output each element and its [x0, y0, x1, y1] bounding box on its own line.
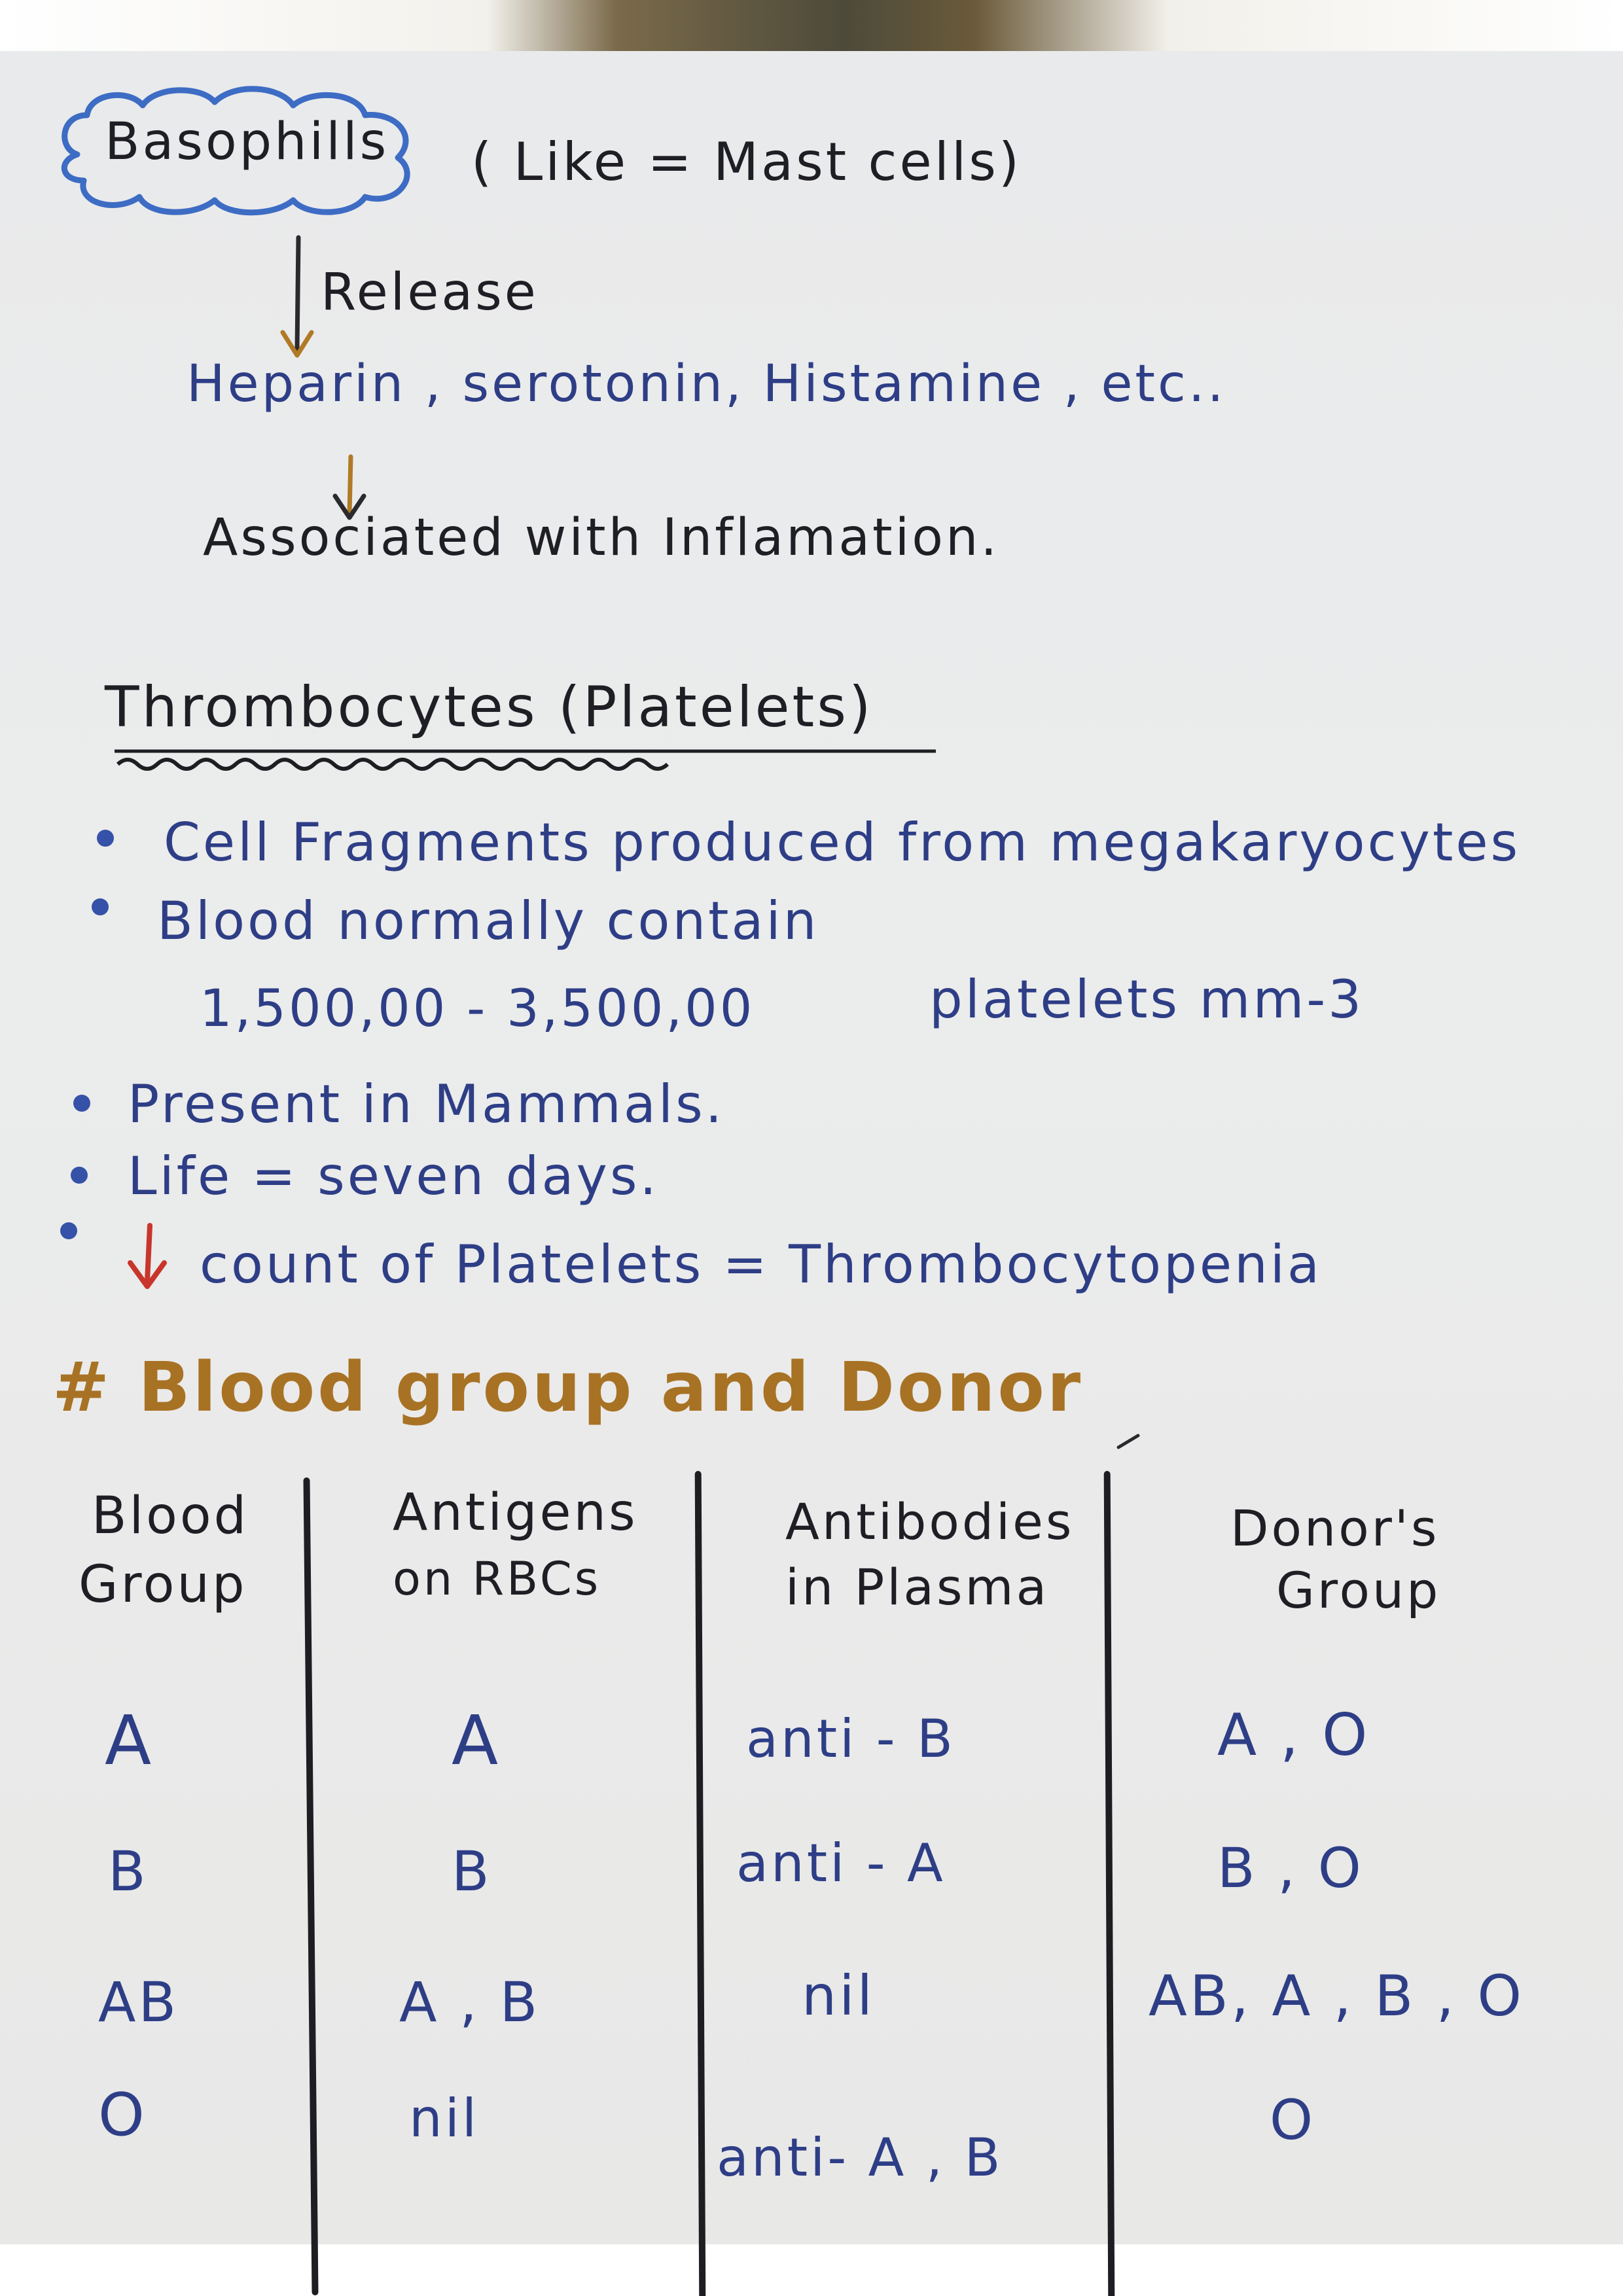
col-header-donor-1: Donor's: [1230, 1499, 1440, 1557]
table-cell: anti - A: [736, 1833, 946, 1894]
wavy-underline-icon: [111, 738, 942, 777]
thrombocyte-bullet-3: Present in Mammals.: [128, 1074, 725, 1135]
col-header-blood-group-2: Group: [79, 1555, 247, 1614]
blood-group-heading: # Blood group and Donor: [52, 1347, 1084, 1427]
table-cell: anti- A , B: [717, 2127, 1003, 2188]
table-cell: AB, A , B , O: [1149, 1964, 1525, 2029]
down-arrow-red-icon: [121, 1222, 173, 1294]
table-cell: A: [105, 1701, 154, 1780]
col-header-antigens-2: on RBCs: [393, 1552, 601, 1606]
col-header-antibodies-2: in Plasma: [785, 1558, 1050, 1616]
table-cell: A: [452, 1701, 501, 1780]
bullet-dot-icon: [60, 1222, 77, 1239]
bullet-dot-icon: [71, 1167, 88, 1184]
col-header-blood-group-1: Blood: [92, 1487, 249, 1545]
release-label: Release: [321, 263, 539, 322]
bullet-dot-icon: [97, 830, 114, 847]
table-cell: B: [108, 1839, 149, 1903]
table-cell: nil: [409, 2088, 480, 2149]
thrombocyte-bullet-5: count of Platelets = Thrombocytopenia: [200, 1234, 1323, 1295]
thrombocyte-bullet-1: Cell Fragments produced from megakaryocytes: [164, 812, 1521, 873]
platelet-count-range: 1,500,00 - 3,500,00: [200, 980, 755, 1038]
table-cell: B: [452, 1839, 492, 1903]
table-background-strip: [0, 0, 1623, 51]
pen-mark-icon: [1116, 1432, 1142, 1451]
table-cell: anti - B: [746, 1708, 955, 1769]
table-cell: A , O: [1217, 1701, 1370, 1769]
table-cell: nil: [802, 1964, 875, 2028]
platelet-count-unit: platelets mm-3: [929, 969, 1364, 1030]
paper-sheet: [0, 51, 1623, 2244]
thrombocytes-heading: Thrombocytes (Platelets): [105, 675, 874, 740]
column-divider: [303, 1477, 318, 2295]
thrombocyte-bullet-2: Blood normally contain: [157, 891, 819, 951]
col-header-antigens-1: Antigens: [393, 1483, 638, 1542]
basophils-note: ( Like = Mast cells): [471, 132, 1022, 192]
col-header-antibodies-1: Antibodies: [785, 1492, 1075, 1551]
basophil-effect: Associated with Inflamation.: [203, 508, 1000, 567]
basophil-products: Heparin , serotonin, Histamine , etc..: [187, 355, 1226, 414]
column-divider: [695, 1471, 706, 2296]
down-arrow-icon: [275, 234, 321, 365]
table-cell: A , B: [399, 1970, 541, 2034]
basophils-title: Basophills: [105, 113, 389, 171]
bullet-dot-icon: [92, 898, 109, 915]
table-cell: O: [98, 2081, 147, 2149]
table-cell: AB: [98, 1970, 179, 2034]
thrombocyte-bullet-4: Life = seven days.: [128, 1146, 659, 1207]
table-cell: B , O: [1217, 1836, 1364, 1900]
bullet-dot-icon: [73, 1095, 90, 1112]
column-divider: [1104, 1471, 1115, 2296]
col-header-donor-2: Group: [1276, 1561, 1441, 1619]
table-cell: O: [1270, 2088, 1316, 2152]
